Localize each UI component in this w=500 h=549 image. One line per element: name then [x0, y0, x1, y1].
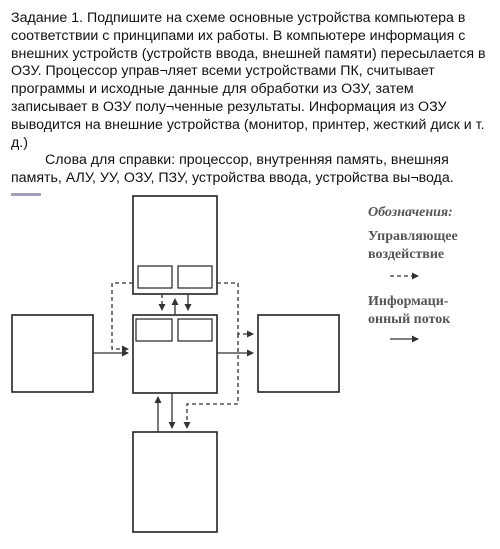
- cu-slot[interactable]: [178, 266, 212, 288]
- task-paragraph: Задание 1. Подпишите на схеме основные устройства компьютера в соответствии с принципами их работы. В компьютере информация с внешних устройств (устройств ввода, внешней памяти) пересылается в ОЗУ. Процессор управ¬ляет всеми устройствами ПК, считывает программы и исходные данные для обработки из ОЗУ, затем записывает в ОЗУ полу¬ченные результаты. Информация из ОЗУ выводится на внешние устройства (монитор, принтер, жесткий диск и т. д.): [11, 10, 486, 151]
- legend-control-label-2: воздействие: [368, 247, 445, 262]
- legend-title: Обозначения:: [368, 205, 453, 220]
- alu-slot[interactable]: [138, 266, 172, 288]
- rom-slot[interactable]: [178, 319, 212, 341]
- legend-info-label-2: онный поток: [368, 312, 451, 327]
- legend-info-label-1: Информаци-: [368, 294, 449, 309]
- input-devices-block[interactable]: [12, 315, 93, 392]
- reference-words: Слова для справки: процессор, внутренняя память, внешняя память, АЛУ, УУ, ОЗУ, ПЗУ, устройства ввода, устройства вы¬вода.: [11, 152, 454, 187]
- computer-scheme-diagram: [0, 180, 500, 549]
- task-text: [11, 10, 493, 188]
- external-memory-block[interactable]: [133, 432, 217, 532]
- output-devices-block[interactable]: [258, 315, 339, 392]
- ram-slot[interactable]: [136, 319, 172, 341]
- legend-control-label-1: Управляющее: [368, 229, 458, 244]
